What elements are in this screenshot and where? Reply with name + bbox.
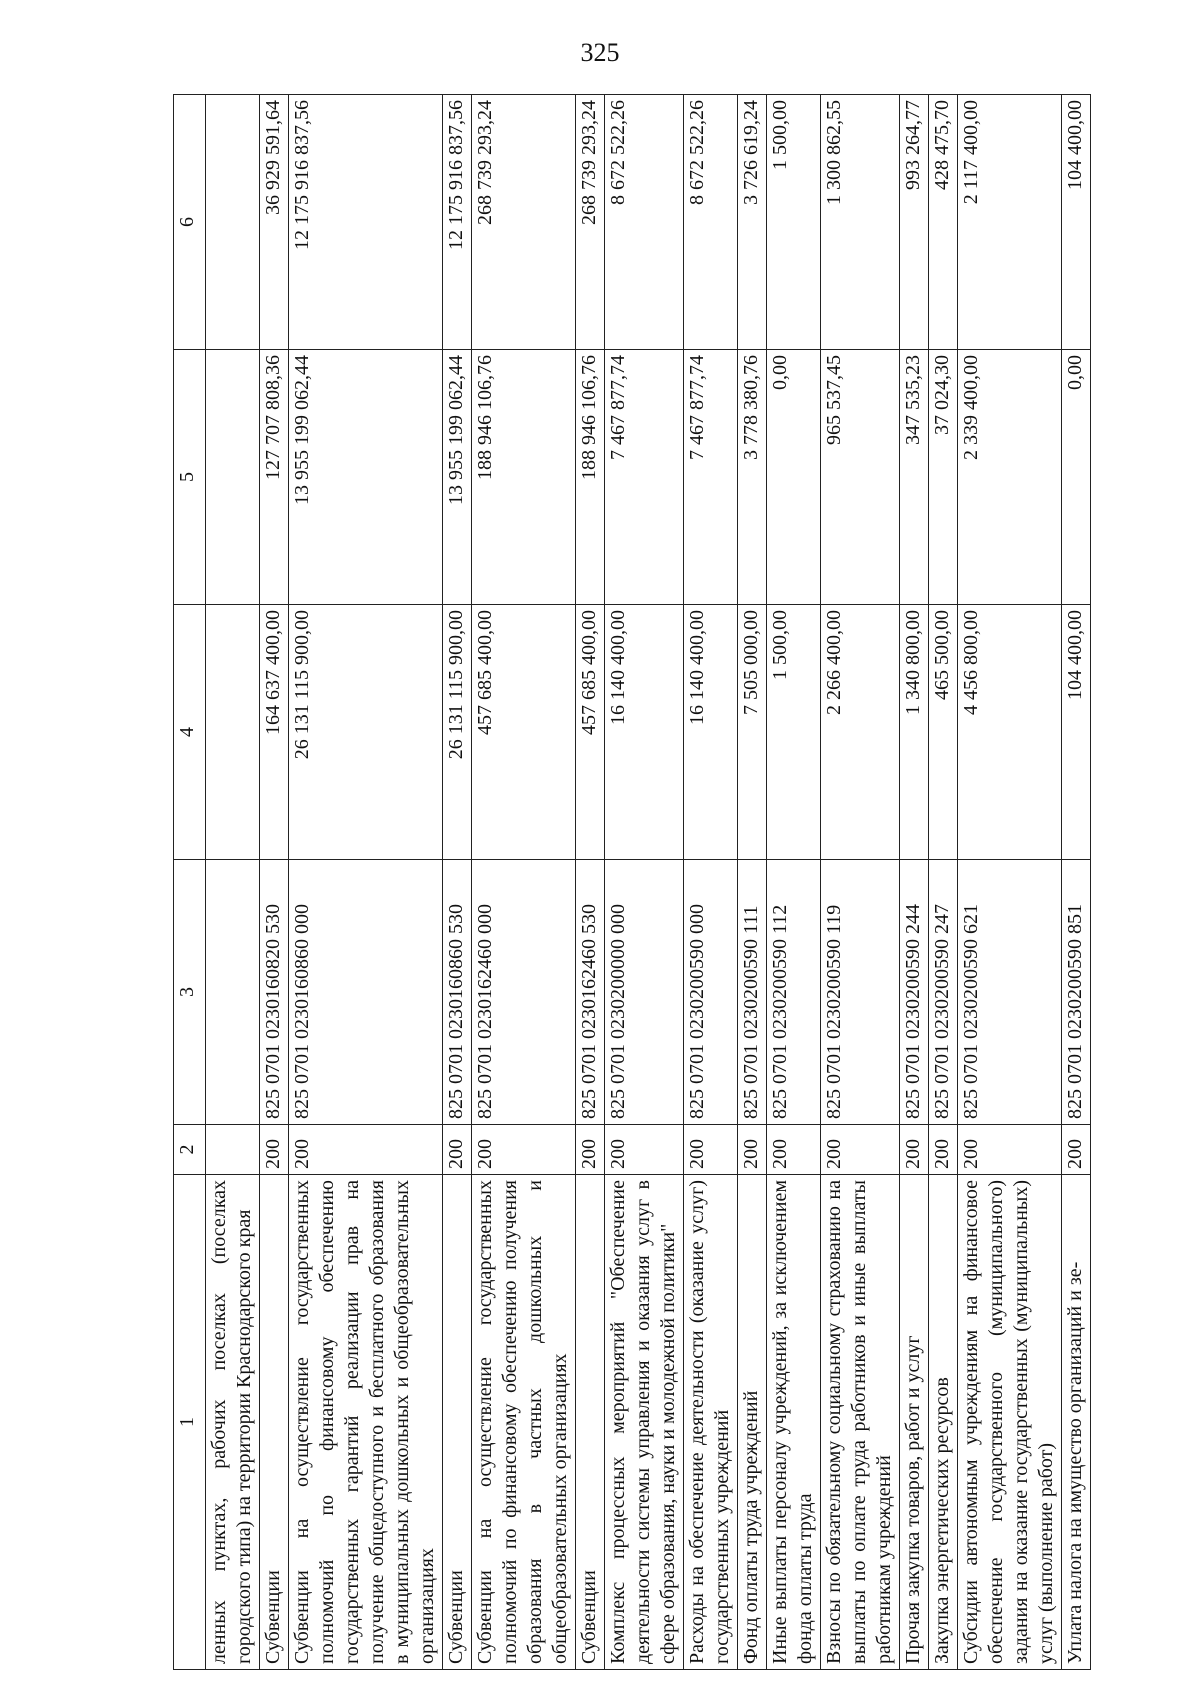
table-row [289, 95, 443, 1670]
table-row [958, 95, 1062, 1670]
row-budget-code: 825 0701 0230200590 851 [1062, 860, 1091, 1125]
row-executed-amount: 965 537,45 [821, 350, 900, 605]
row-remaining-amount: 268 739 293,24 [472, 95, 576, 350]
row-approved-amount: 104 400,00 [1062, 605, 1091, 860]
row-budget-code: 825 0701 0230160860 000 [289, 860, 443, 1125]
table-row [929, 95, 958, 1670]
row-approved-amount: 26 131 115 900,00 [289, 605, 443, 860]
column-header-6: 6 [174, 95, 206, 350]
table-row [738, 95, 767, 1670]
row-remaining-amount: 12 175 916 837,56 [443, 95, 472, 350]
row-budget-code: 825 0701 0230160860 530 [443, 860, 472, 1125]
row-description: Взносы по обязательному социальному страхованию на выплаты по оплате труда работников и иные выплаты работникам учреждений [821, 1175, 900, 1670]
row-budget-code: 825 0701 0230200590 247 [929, 860, 958, 1125]
row-executed-amount: 188 946 106,76 [472, 350, 576, 605]
row-line-code: 200 [472, 1125, 576, 1175]
row-budget-code: 825 0701 0230200590 119 [821, 860, 900, 1125]
row-executed-amount: 7 467 877,74 [684, 350, 738, 605]
row-description: Расходы на обеспечение деятельности (оказание услуг) государственных учреждений [684, 1175, 738, 1670]
row-description: Субвенции [260, 1175, 289, 1670]
row-line-code: 200 [289, 1125, 443, 1175]
rotated-table-container [173, 95, 1086, 1670]
row-approved-amount: 16 140 400,00 [605, 605, 684, 860]
column-header-1: 1 [174, 1175, 206, 1670]
row-executed-amount: 347 535,23 [900, 350, 929, 605]
column-header-2: 2 [174, 1125, 206, 1175]
row-remaining-amount: 12 175 916 837,56 [289, 95, 443, 350]
row-executed-amount: 2 339 400,00 [958, 350, 1062, 605]
row-line-code: 200 [684, 1125, 738, 1175]
row-executed-amount: 13 955 199 062,44 [289, 350, 443, 605]
table-row [900, 95, 929, 1670]
row-budget-code: 825 0701 0230200590 112 [767, 860, 821, 1125]
row-description: Субвенции [443, 1175, 472, 1670]
row-approved-amount: 1 500,00 [767, 605, 821, 860]
table-row [443, 95, 472, 1670]
row-line-code: 200 [900, 1125, 929, 1175]
row-description: Субвенции [576, 1175, 605, 1670]
row-approved-amount: 164 637 400,00 [260, 605, 289, 860]
row-budget-code [206, 860, 260, 1125]
row-line-code: 200 [821, 1125, 900, 1175]
row-remaining-amount: 3 726 619,24 [738, 95, 767, 350]
row-remaining-amount: 268 739 293,24 [576, 95, 605, 350]
row-line-code: 200 [260, 1125, 289, 1175]
table-row [767, 95, 821, 1670]
row-line-code: 200 [738, 1125, 767, 1175]
table-body [206, 95, 1091, 1670]
row-line-code: 200 [1062, 1125, 1091, 1175]
table-row [260, 95, 289, 1670]
row-approved-amount: 465 500,00 [929, 605, 958, 860]
column-header-5: 5 [174, 350, 206, 605]
row-approved-amount [206, 605, 260, 860]
row-remaining-amount: 2 117 400,00 [958, 95, 1062, 350]
row-description: Закупка энергетических ресурсов [929, 1175, 958, 1670]
table-row [684, 95, 738, 1670]
row-description: Субсидии автономным учреждениям на финансовое обеспечение государственного (муниципального) задания на оказание государственных (муниципальных) услуг (выполнение работ) [958, 1175, 1062, 1670]
row-line-code: 200 [576, 1125, 605, 1175]
table-row [1062, 95, 1091, 1670]
row-budget-code: 825 0701 0230160820 530 [260, 860, 289, 1125]
row-executed-amount [206, 350, 260, 605]
row-description: ленных пунктах, рабочих поселках (поселках городского типа) на территории Краснодарского края [206, 1175, 260, 1670]
row-executed-amount: 13 955 199 062,44 [443, 350, 472, 605]
column-header-4: 4 [174, 605, 206, 860]
column-header-3: 3 [174, 860, 206, 1125]
row-approved-amount: 7 505 000,00 [738, 605, 767, 860]
row-approved-amount: 2 266 400,00 [821, 605, 900, 860]
page-number: 325 [580, 38, 620, 67]
row-executed-amount: 188 946 106,76 [576, 350, 605, 605]
row-description: Прочая закупка товаров, работ и услуг [900, 1175, 929, 1670]
row-remaining-amount: 104 400,00 [1062, 95, 1091, 350]
row-budget-code: 825 0701 0230200590 244 [900, 860, 929, 1125]
table-row [821, 95, 900, 1670]
row-budget-code: 825 0701 0230162460 530 [576, 860, 605, 1125]
row-remaining-amount: 36 929 591,64 [260, 95, 289, 350]
row-line-code: 200 [443, 1125, 472, 1175]
row-approved-amount: 4 456 800,00 [958, 605, 1062, 860]
row-remaining-amount: 993 264,77 [900, 95, 929, 350]
row-description: Субвенции на осуществление государственных полномочий по финансовому обеспечению получения образования в частных дошкольных и общеобразовательных организациях [472, 1175, 576, 1670]
row-executed-amount: 7 467 877,74 [605, 350, 684, 605]
row-executed-amount: 3 778 380,76 [738, 350, 767, 605]
row-line-code: 200 [929, 1125, 958, 1175]
table-row [605, 95, 684, 1670]
row-line-code: 200 [767, 1125, 821, 1175]
row-remaining-amount: 1 500,00 [767, 95, 821, 350]
row-budget-code: 825 0701 0230162460 000 [472, 860, 576, 1125]
row-budget-code: 825 0701 0230200590 111 [738, 860, 767, 1125]
table-row [206, 95, 260, 1670]
row-approved-amount: 457 685 400,00 [472, 605, 576, 860]
row-budget-code: 825 0701 0230200590 621 [958, 860, 1062, 1125]
row-description: Иные выплаты персоналу учреждений, за исключением фонда оплаты труда [767, 1175, 821, 1670]
row-remaining-amount: 8 672 522,26 [605, 95, 684, 350]
row-budget-code: 825 0701 0230200000 000 [605, 860, 684, 1125]
row-budget-code: 825 0701 0230200590 000 [684, 860, 738, 1125]
row-line-code: 200 [958, 1125, 1062, 1175]
row-description: Комплекс процессных мероприятий "Обеспечение деятельности системы управления и оказания услуг в сфере образования, науки и молодежной политики" [605, 1175, 684, 1670]
table-header-row [174, 95, 206, 1670]
row-approved-amount: 16 140 400,00 [684, 605, 738, 860]
row-executed-amount: 0,00 [1062, 350, 1091, 605]
row-approved-amount: 457 685 400,00 [576, 605, 605, 860]
row-approved-amount: 1 340 800,00 [900, 605, 929, 860]
row-line-code: 200 [605, 1125, 684, 1175]
row-description: Уплата налога на имущество организаций и зе- [1062, 1175, 1091, 1670]
table-row [576, 95, 605, 1670]
row-approved-amount: 26 131 115 900,00 [443, 605, 472, 860]
row-executed-amount: 37 024,30 [929, 350, 958, 605]
row-executed-amount: 127 707 808,36 [260, 350, 289, 605]
table-row [472, 95, 576, 1670]
row-remaining-amount: 1 300 862,55 [821, 95, 900, 350]
row-description: Субвенции на осуществление государственных полномочий по финансовому обеспечению государственных гарантий реализации прав на получение общедоступного и бесплатного образования в муниципальных дошкольных и общеобразовательных организациях [289, 1175, 443, 1670]
budget-table [173, 94, 1091, 1670]
row-remaining-amount: 428 475,70 [929, 95, 958, 350]
row-description: Фонд оплаты труда учреждений [738, 1175, 767, 1670]
row-remaining-amount [206, 95, 260, 350]
row-line-code [206, 1125, 260, 1175]
row-executed-amount: 0,00 [767, 350, 821, 605]
row-remaining-amount: 8 672 522,26 [684, 95, 738, 350]
